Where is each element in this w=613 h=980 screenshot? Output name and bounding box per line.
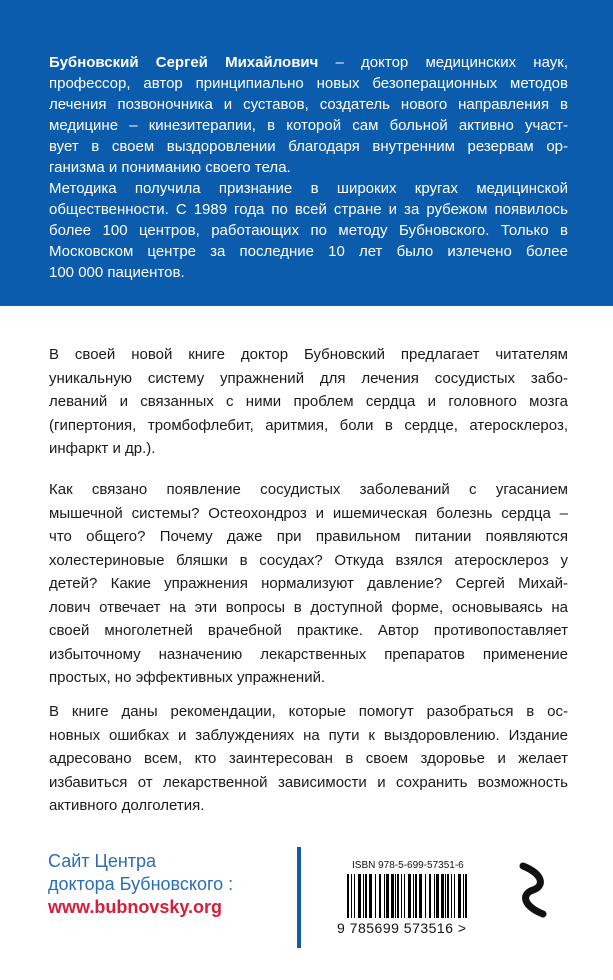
isbn-label: ISBN 978-5-699-57351-6	[352, 860, 464, 871]
text-line: В книге даны рекомендации, которые помогут разобраться в ос-	[49, 703, 568, 720]
text-line: леваний и связанных с ними проблем сердца и головного мозга	[49, 393, 568, 410]
site-line-2: доктора Бубновского :	[48, 874, 234, 894]
barcode-bar	[445, 874, 446, 918]
barcode-bar	[458, 874, 461, 918]
text-line: профессор, автор принципиально новых безоперационных методов	[49, 75, 568, 92]
barcode-bar	[369, 874, 372, 918]
text-line: новных ошибках и заблуждениях на пути к выздоровлению. Издание	[49, 726, 568, 744]
text-fragment: – доктор медицинских наук,	[318, 54, 568, 71]
barcode-bar	[408, 874, 411, 918]
text-line: лович отвечает на эти вопросы в доступной форме, основываясь на	[49, 598, 568, 616]
text-line: холестериновые бляшки в сосудах? Откуда взялся атеросклероз у	[49, 551, 568, 569]
barcode-bar	[434, 874, 435, 918]
barcode-bar	[375, 874, 376, 918]
text-line: ганизма и пониманию своего тела.	[49, 159, 291, 176]
barcode-bar	[404, 874, 405, 918]
description-paragraph-2	[49, 478, 568, 690]
barcode-bar	[463, 874, 464, 918]
barcode-bar	[441, 874, 444, 918]
barcode-bar	[391, 874, 394, 918]
text-line: 100 000 пациентов.	[49, 264, 185, 281]
barcode-bar	[363, 874, 364, 918]
text-line: своей многолетней врачебной практике. Автор противопоставляет	[49, 622, 568, 639]
barcode-digits: 9 785699 573516 >	[337, 920, 467, 936]
text-line: В своей новой книге доктор Бубновский предлагает читателям	[49, 346, 568, 363]
barcode-bar	[386, 874, 389, 918]
text-line	[49, 52, 568, 73]
text-line: Методика получила признание в широких кругах медицинской	[49, 180, 568, 197]
divider	[297, 847, 301, 948]
description-paragraph-3	[49, 700, 568, 818]
barcode-bar	[451, 874, 452, 918]
text-line: простых, но эффективных упражнений.	[49, 669, 326, 686]
barcode-bar	[397, 874, 399, 918]
text-line: Как связано появление сосудистых заболеваний с угасанием	[49, 481, 568, 498]
barcode-bar	[413, 874, 414, 918]
barcode-bar	[419, 874, 422, 918]
barcode-bar	[358, 874, 361, 918]
text-line: общественности. С 1989 года по всей стране и за рубежом появилось	[49, 201, 568, 218]
barcode-bar	[436, 874, 439, 918]
text-line: избыточному назначению лекарственных препаратов применение	[49, 645, 568, 663]
barcode-bar	[354, 874, 355, 918]
barcode-bar	[347, 874, 349, 918]
barcode-bar	[447, 874, 449, 918]
barcode-bar	[415, 874, 417, 918]
barcode-bar	[454, 874, 455, 918]
author-bio	[49, 52, 568, 283]
barcode-bar	[365, 874, 367, 918]
text-line: вует в своем выздоровлении благодаря внутренним резервам ор-	[49, 138, 568, 155]
barcode	[345, 874, 471, 918]
barcode-bar	[384, 874, 385, 918]
text-line: избавиться от лекарственной зависимости и сохранить возможность	[49, 773, 568, 791]
barcode-bar	[379, 874, 381, 918]
text-line: Московском центре за последние 10 лет было излечено более	[49, 243, 568, 260]
eksmo-logo-icon	[513, 860, 553, 920]
barcode-bar	[395, 874, 396, 918]
barcode-bar	[351, 874, 352, 918]
text-line: что общего? Почему даже при правильном питании появляются	[49, 528, 568, 545]
site-line-1: Сайт Центра	[48, 851, 157, 871]
text-line: более 100 центров, работающих по методу Бубновского. Только в	[49, 222, 568, 239]
text-line: детей? Какие упражнения нормализуют давление? Сергей Михай-	[49, 575, 568, 592]
text-line: мышечной системы? Остеохондроз и ишемическая болезнь сердца –	[49, 504, 568, 522]
author-info-box	[0, 0, 613, 306]
text-line: лечения позвоночника и суставов, создатель нового направления в	[49, 96, 568, 113]
barcode-bar	[429, 874, 431, 918]
text-line: адресовано всем, кто заинтересован в своем здоровье и желает	[49, 750, 568, 767]
barcode-bar	[465, 874, 467, 918]
author-name: Бубновский Сергей Михайлович	[49, 54, 319, 71]
site-url-link[interactable]: www.bubnovsky.org	[48, 897, 223, 917]
text-line: активного долголетия.	[49, 797, 205, 814]
text-line: (гипертония, тромбофлебит, аритмия, боли в сердце, атеросклероз,	[49, 416, 568, 434]
description-paragraph-1	[49, 343, 568, 461]
text-line: медицине – кинезитерапии, в которой сам больной активно участ-	[49, 117, 568, 134]
website-info	[48, 850, 233, 919]
text-line: инфаркт и др.).	[49, 440, 156, 457]
barcode-bar	[425, 874, 426, 918]
barcode-bar	[401, 874, 402, 918]
text-line: уникальную систему упражнений для лечения сосудистых забо-	[49, 369, 568, 387]
